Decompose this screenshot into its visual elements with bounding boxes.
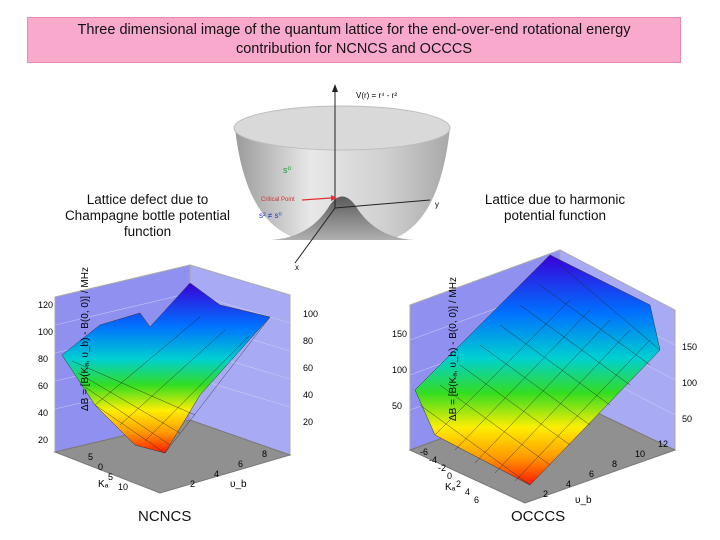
left-z-tick: 100	[38, 327, 54, 337]
potential-equation: V(r) = r⁴ - r²	[356, 91, 397, 100]
right-z-tick: 50	[392, 401, 403, 411]
left-vb-tick: 4	[214, 469, 220, 479]
right-description: Lattice due to harmonic potential function	[484, 192, 626, 223]
critical-point-label: Critical Point	[261, 197, 295, 203]
right-vb-tick: 10	[635, 449, 646, 459]
left-vb-tick: 2	[190, 479, 196, 489]
left-z-tick-right: 100	[303, 309, 319, 319]
left-vb-tick: 8	[262, 449, 268, 459]
left-z-tick: 20	[38, 435, 49, 445]
right-ka-tick: 2	[456, 479, 462, 489]
right-ka-label: Kₐ	[445, 482, 456, 493]
ncncs-caption: NCNCS	[138, 508, 192, 525]
s-upper-label: s⁰	[283, 165, 292, 175]
right-vb-tick: 12	[658, 439, 669, 449]
left-ka-tick: 10	[118, 482, 129, 492]
left-ka-tick: 5	[88, 452, 94, 462]
right-z-tick: 100	[392, 365, 408, 375]
right-vb-tick: 8	[612, 459, 618, 469]
left-ka-tick: 0	[98, 462, 104, 472]
left-description: Lattice defect due to Champagne bottle potential function	[64, 192, 231, 239]
right-vb-tick: 2	[543, 489, 549, 499]
right-ka-tick: 0	[447, 471, 453, 481]
axis-x-label: x	[295, 263, 299, 270]
right-ka-tick: -2	[438, 463, 447, 473]
left-z-tick: 40	[38, 408, 49, 418]
left-ka-label: Kₐ	[98, 479, 109, 490]
right-ka-tick: 4	[465, 487, 471, 497]
left-z-tick-right: 80	[303, 336, 314, 346]
ncncs-lattice-plot	[0, 255, 360, 505]
s-lower-label: s² ≠ s⁰	[259, 211, 282, 220]
champagne-bottle-potential-figure	[225, 80, 465, 270]
occcs-lattice-plot	[360, 245, 720, 510]
right-vb-label: υ_b	[575, 495, 592, 506]
right-z-axis-label: ΔB = [B(Kₐ, υ_b) - B(0, 0)] / MHz	[448, 277, 459, 421]
left-vb-tick: 6	[238, 459, 244, 469]
right-vb-tick: 4	[566, 479, 572, 489]
right-ka-tick: -4	[429, 455, 438, 465]
left-vb-label: υ_b	[230, 479, 247, 490]
right-ka-tick: 6	[474, 495, 480, 505]
left-z-tick: 80	[38, 354, 49, 364]
left-z-tick-right: 40	[303, 390, 314, 400]
right-z-tick: 150	[392, 329, 408, 339]
left-z-tick-right: 60	[303, 363, 314, 373]
left-z-tick: 120	[38, 300, 54, 310]
left-z-tick: 60	[38, 381, 49, 391]
occcs-caption: OCCCS	[511, 508, 566, 525]
right-z-tick-right: 100	[682, 378, 698, 388]
right-z-tick-right: 50	[682, 414, 693, 424]
axis-y-label: y	[435, 200, 439, 209]
left-z-tick-right: 20	[303, 417, 314, 427]
right-ka-tick: -6	[420, 447, 429, 457]
right-z-tick-right: 150	[682, 342, 698, 352]
left-ka-tick: 5	[108, 472, 114, 482]
left-z-axis-label: ΔB = [B(Kₐ, υ_b) - B(0, 0)] / MHz	[80, 267, 91, 411]
slide-title: Three dimensional image of the quantum lattice for the end-over-end rotational energy contribution for NCNCS and OCCCS	[27, 17, 681, 63]
right-vb-tick: 6	[589, 469, 595, 479]
